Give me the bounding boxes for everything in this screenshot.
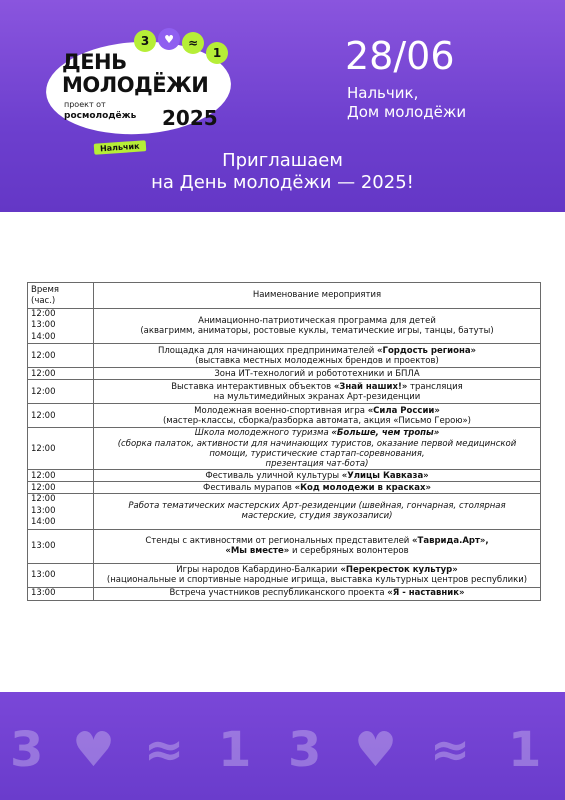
number-three-icon: 3: [288, 722, 322, 778]
table-row: [28, 380, 541, 404]
wave-icon: ≈: [182, 32, 204, 54]
logo-title-line2: МОЛОДЁЖИ: [62, 73, 209, 97]
time-header-unit: (час.): [31, 295, 56, 306]
event-title-text: Выставка интерактивных объектов: [171, 381, 334, 392]
event-cell: [94, 404, 541, 428]
event-name: «Мы вместе»: [225, 546, 290, 557]
event-name: «Знай наших!»: [333, 381, 408, 392]
event-title: [97, 471, 537, 481]
time-value: 12:00: [31, 410, 56, 421]
time-cell: [28, 368, 94, 380]
time-cell: [28, 344, 94, 368]
event-title: [97, 382, 537, 392]
number-one-icon: 1: [206, 42, 228, 64]
event-title-text: Фестиваль уличной культуры: [205, 470, 342, 481]
event-cell: [94, 428, 541, 470]
heart-icon: ♥: [72, 722, 116, 778]
event-cell: [94, 368, 541, 380]
event-title-suffix: трансляция: [407, 381, 463, 392]
event-date: 28/06: [345, 34, 455, 78]
footer-banner: [0, 692, 565, 800]
time-value: 13:00: [31, 588, 56, 599]
event-cell: [94, 587, 541, 600]
event-name: «Перекресток культур»: [340, 564, 458, 575]
time-value: 12:00: [31, 350, 56, 361]
event-name: «Улицы Кавказа»: [341, 470, 429, 481]
time-value: 13:00: [31, 505, 56, 516]
time-cell: [28, 563, 94, 587]
table-header-row: [28, 283, 541, 309]
event-details: презентация чат-бота): [265, 458, 369, 469]
number-one-icon: 1: [218, 722, 252, 778]
event-title: Работа тематических мастерских Арт-резиденции (швейная, гончарная, столярная: [128, 501, 506, 512]
time-cell: [28, 428, 94, 470]
event-details: (выставка местных молодежных брендов и проектов): [195, 355, 439, 366]
event-cell: [94, 470, 541, 482]
event-details: помощи, туристические стартап-соревнования,: [209, 448, 425, 459]
event-title: [97, 536, 537, 546]
event-title: [97, 483, 537, 493]
venue-city: Нальчик,: [347, 84, 419, 102]
event-name: «Гордость региона»: [377, 345, 477, 356]
time-cell: [28, 494, 94, 529]
header-banner: [0, 0, 565, 212]
event-details: [97, 546, 537, 556]
time-value: 12:00: [31, 368, 56, 379]
time-value: 13:00: [31, 320, 56, 331]
table-row: [28, 309, 541, 344]
event-cell: [94, 309, 541, 344]
table-row: [28, 563, 541, 587]
event-details: (аквагримм, аниматоры, ростовые куклы, тематические игры, танцы, батуты): [140, 326, 494, 337]
event-title-text: Игры народов Кабардино-Балкарии: [176, 564, 341, 575]
event-title-text: Молодежная военно-спортивная игра: [194, 405, 368, 416]
number-one-icon: 1: [508, 722, 542, 778]
time-cell: [28, 309, 94, 344]
logo-year: 2025: [162, 106, 218, 130]
time-value: 12:00: [31, 309, 56, 319]
event-column-header: Наименование мероприятия: [94, 283, 541, 309]
event-title: Анимационно-патриотическая программа для детей: [198, 316, 436, 327]
time-value: 14:00: [31, 517, 56, 528]
number-three-icon: 3: [134, 30, 156, 52]
event-name: «Код молодежи в красках»: [294, 482, 431, 493]
time-value: 12:00: [31, 494, 56, 505]
time-value: 13:00: [31, 569, 56, 580]
table-row: [28, 344, 541, 368]
logo-city-tag: Нальчик: [94, 140, 146, 155]
time-header-label: Время: [31, 285, 59, 296]
event-cell: [94, 380, 541, 404]
time-value: 12:00: [31, 482, 56, 493]
table-row: [28, 587, 541, 600]
heart-icon: ♥: [354, 722, 398, 778]
time-cell: [28, 380, 94, 404]
time-value: 12:00: [31, 386, 56, 397]
event-title-text: Фестиваль мурапов: [203, 482, 295, 493]
event-cell: [94, 494, 541, 529]
event-name: «Больше, чем тропы»: [331, 428, 440, 439]
table-row: [28, 482, 541, 494]
time-cell: [28, 482, 94, 494]
event-logo: [40, 22, 240, 154]
event-title-text: Стенды с активностями от региональных представителей: [145, 535, 413, 546]
time-cell: [28, 470, 94, 482]
invite-line-2: на День молодёжи — 2025!: [151, 172, 414, 193]
event-details: (мастер-классы, сборка/разборка автомата, акция «Письмо Герою»): [162, 415, 472, 426]
event-title-text: Встреча участников республиканского проекта: [169, 588, 388, 599]
event-title: [97, 588, 537, 598]
event-details: (сборка палаток, активности для начинающих туристов, оказание первой медицинской: [117, 438, 517, 449]
wave-icon: ≈: [430, 722, 471, 778]
table-row: [28, 529, 541, 563]
event-title: [97, 346, 537, 356]
event-title: [97, 406, 537, 416]
table-row: [28, 368, 541, 380]
event-cell: [94, 482, 541, 494]
event-title-text: Площадка для начинающих предпринимателей: [157, 345, 378, 356]
event-details: на мультимедийных экранах Арт-резиденции: [213, 391, 421, 402]
table-row: [28, 470, 541, 482]
number-three-icon: 3: [10, 722, 44, 778]
event-title-text: Школа молодежного туризма: [194, 428, 332, 439]
event-name: «Таврида.Арт»,: [412, 535, 489, 546]
logo-brand: росмолодёжь: [64, 111, 137, 121]
event-name: «Сила России»: [367, 405, 440, 416]
event-cell: [94, 529, 541, 563]
table-row: [28, 494, 541, 529]
table-row: [28, 404, 541, 428]
schedule-table: [27, 282, 541, 601]
venue-place: Дом молодёжи: [347, 103, 467, 121]
logo-subtitle: проект от: [64, 100, 106, 109]
time-cell: [28, 529, 94, 563]
event-title: [97, 565, 537, 575]
event-details: (национальные и спортивные народные игрища, выставка культурных центров республики): [106, 575, 528, 586]
heart-icon: ♥: [158, 28, 180, 50]
invite-line-1: Приглашаем: [222, 150, 343, 171]
event-cell: [94, 344, 541, 368]
time-value: 13:00: [31, 540, 56, 551]
time-value: 12:00: [31, 470, 56, 481]
event-title: Зона ИТ-технологий и робототехники и БПЛА: [214, 368, 420, 379]
event-cell: [94, 563, 541, 587]
time-column-header: [28, 283, 94, 309]
time-value: 12:00: [31, 443, 56, 454]
wave-icon: ≈: [144, 722, 185, 778]
time-value: 14:00: [31, 331, 56, 342]
event-details-text: и серебряных волонтеров: [289, 546, 409, 557]
time-cell: [28, 587, 94, 600]
event-title: [97, 428, 537, 438]
time-cell: [28, 404, 94, 428]
table-row: [28, 428, 541, 470]
event-details: мастерские, студия звукозаписи): [241, 511, 393, 522]
event-name: «Я - наставник»: [387, 588, 465, 599]
logo-title-line1: ДЕНЬ: [62, 50, 127, 74]
